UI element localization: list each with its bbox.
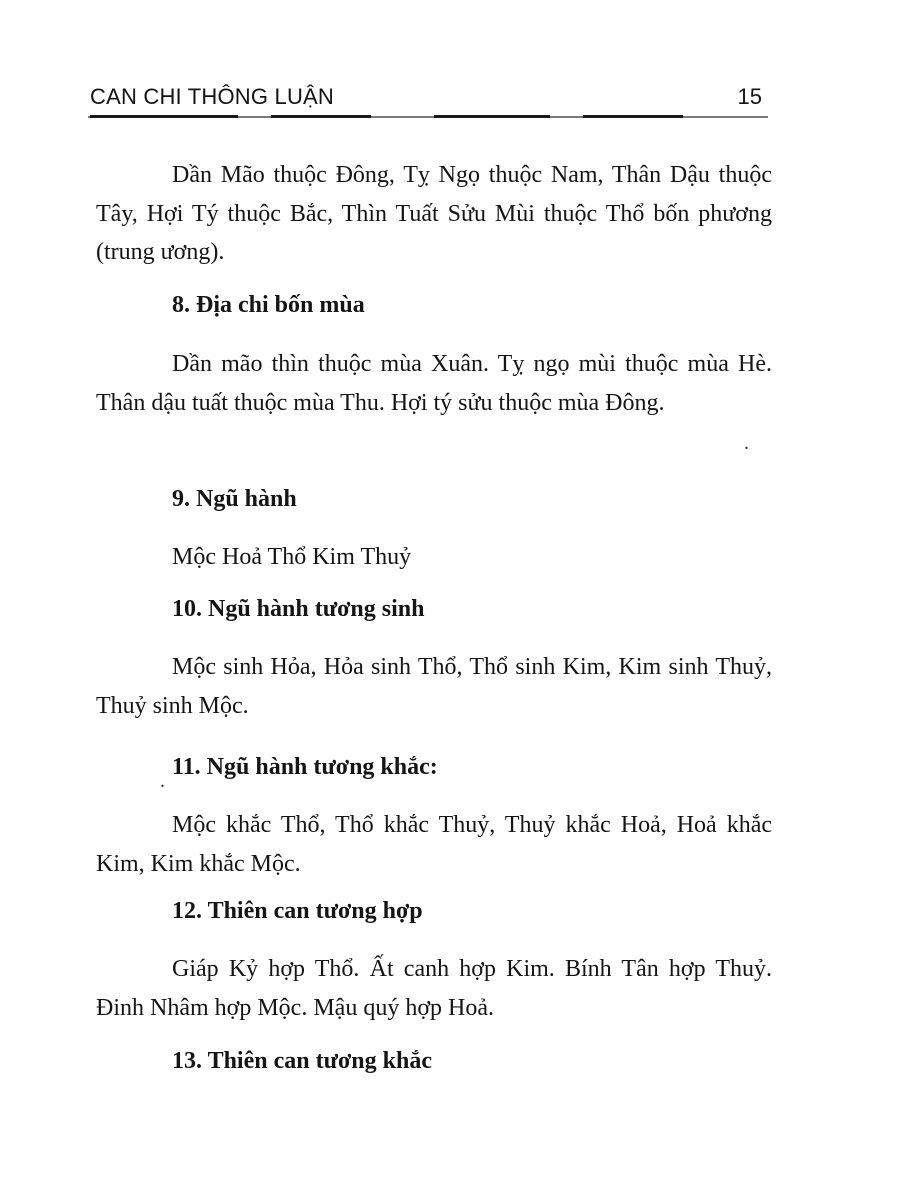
running-title: CAN CHI THÔNG LUẬN	[90, 84, 334, 109]
section-heading-12: 12. Thiên can tương hợp	[172, 898, 423, 924]
section-heading-8: 8. Địa chi bốn mùa	[172, 292, 365, 318]
header-rule-segment	[90, 115, 238, 118]
section-text-10: Mộc sinh Hỏa, Hỏa sinh Thổ, Thổ sinh Kim, Kim sinh Thuỷ, Thuỷ sinh Mộc.	[96, 654, 772, 719]
section-heading-9: 9. Ngũ hành	[172, 486, 297, 512]
intro-paragraph: Dần Mão thuộc Đông, Tỵ Ngọ thuộc Nam, Thân Dậu thuộc Tây, Hợi Tý thuộc Bắc, Thìn Tuất Sửu Mùi thuộc Thổ bốn phương (trung ương).	[96, 162, 772, 265]
section-text-12: Giáp Kỷ hợp Thổ. Ất canh hợp Kim. Bính Tân hợp Thuỷ. Đinh Nhâm hợp Mộc. Mậu quý hợp Hoả.	[96, 956, 772, 1021]
running-header	[88, 82, 768, 118]
page-number: 15	[737, 84, 762, 109]
scan-speck: .	[744, 432, 749, 454]
section-heading-10: 10. Ngũ hành tương sinh	[172, 596, 425, 622]
section-text-11: Mộc khắc Thổ, Thổ khắc Thuỷ, Thuỷ khắc Hoả, Hoả khắc Kim, Kim khắc Mộc.	[96, 812, 772, 877]
header-rule-segment	[583, 115, 683, 118]
section-text-8: Dần mão thìn thuộc mùa Xuân. Tỵ ngọ mùi thuộc mùa Hè. Thân dậu tuất thuộc mùa Thu. Hợi tý sửu thuộc mùa Đông.	[96, 351, 772, 416]
header-rule-segment	[434, 115, 550, 118]
header-rule	[88, 116, 768, 118]
header-rule-segment	[271, 115, 371, 118]
scan-speck: .	[160, 770, 165, 792]
section-heading-11: 11. Ngũ hành tương khắc:	[172, 754, 438, 780]
section-text-9: Mộc Hoả Thổ Kim Thuỷ	[172, 544, 412, 570]
section-heading-13: 13. Thiên can tương khắc	[172, 1048, 432, 1074]
